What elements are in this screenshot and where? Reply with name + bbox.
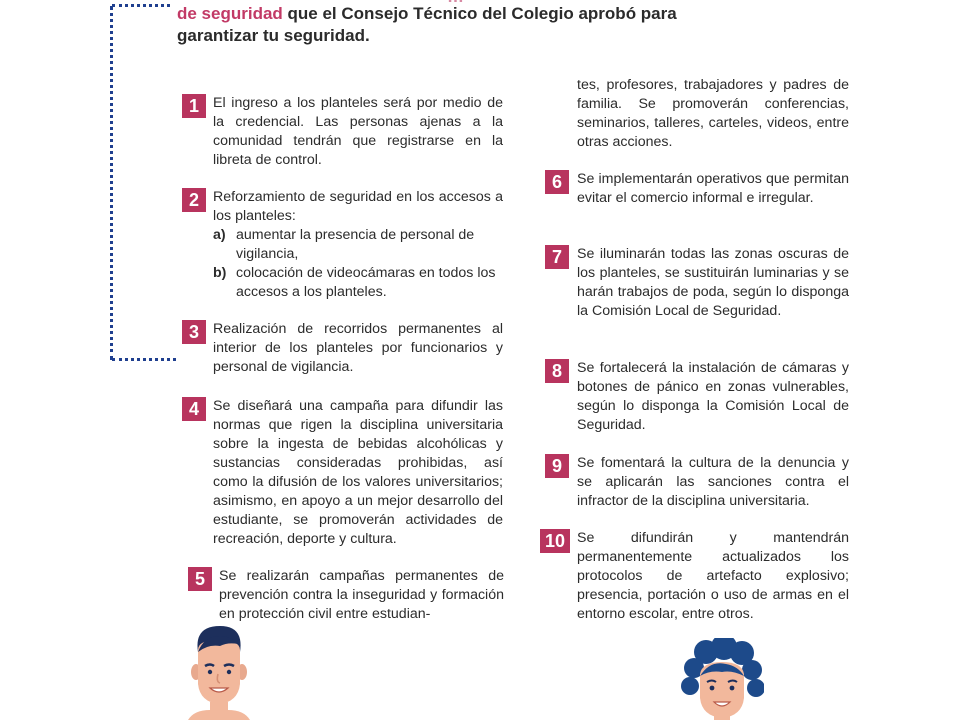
subitem-text: colocación de videocámaras en todos los accesos a los planteles.: [236, 265, 496, 300]
item-text-block: [213, 188, 503, 302]
item-number-badge: 6: [545, 170, 569, 194]
item-text: Se fomentará la cultura de la denuncia y se aplicarán las sanciones contra el infractor de la disciplina universitaria.: [577, 455, 849, 509]
header-line2: garantizar tu seguridad.: [177, 26, 370, 45]
item-number-badge: 5: [188, 567, 212, 591]
subitem-marker: b): [213, 265, 227, 281]
item-text: Realización de recorridos permanentes al interior de los planteles por funcionarios y personal de vigilancia.: [213, 321, 503, 375]
item-number-badge: 9: [545, 454, 569, 478]
item-text: El ingreso a los planteles será por medio de la credencial. Las personas ajenas a la comunidad tendrán que registrarse en la libreta de control.: [213, 95, 503, 168]
item-number-badge: 3: [182, 320, 206, 344]
item-number-badge: 10: [540, 529, 570, 553]
item-number-badge: 8: [545, 359, 569, 383]
item-text: Reforzamiento de seguridad en los accesos a los planteles:: [213, 189, 503, 224]
item-text: Se realizarán campañas permanentes de prevención contra la inseguridad y formación en protección civil entre estudian-: [219, 568, 504, 622]
subitem-a: [213, 226, 503, 264]
page-intro-heading: [177, 3, 817, 47]
header-line1: que el Consejo Técnico del Colegio aprobó para: [282, 4, 677, 23]
item-number-badge: 1: [182, 94, 206, 118]
item-text: Se iluminarán todas las zonas oscuras de los planteles, se sustituirán luminarias y se harán trabajos de poda, según lo disponga la Comisión Local de Seguridad.: [577, 246, 849, 319]
male-student-avatar: [180, 622, 256, 720]
item-text: Se difundirán y mantendrán permanentemente actualizados los protocolos de artefacto explosivo; presencia, portación o uso de armas en el entorno escolar, entre otros.: [577, 530, 849, 622]
subitem-text: aumentar la presencia de personal de vigilancia,: [236, 227, 475, 262]
header-highlight: de seguridad: [177, 4, 283, 23]
item-text: Se implementarán operativos que permitan evitar el comercio informal e irregular.: [577, 171, 849, 206]
decorative-dotted-line-top: [112, 4, 170, 7]
item-5-continuation: tes, profesores, trabajadores y padres de familia. Se promoverán conferencias, seminarios, talleres, carteles, videos, entre otras acciones.: [577, 77, 849, 150]
subitem-b: [213, 264, 503, 302]
item-text: Se fortalecerá la instalación de cámaras y botones de pánico en zonas vulnerables, según lo disponga la Comisión Local de Seguridad.: [577, 360, 849, 433]
female-student-avatar: [680, 638, 764, 720]
header-faded-line: [447, 0, 464, 8]
decorative-dotted-line-left: [110, 6, 113, 360]
item-number-badge: 4: [182, 397, 206, 421]
item-text: Se diseñará una campaña para difundir las normas que rigen la disciplina universitaria sobre la ingesta de bebidas alcohólicas y sustancias consideradas prohibidas, así como la difusión de los valores universitarios; asimismo, en apoyo a un mejor desarrollo del estudiante, se promoverán actividades de recreación, deporte y cultura.: [213, 398, 503, 547]
item-number-badge: 2: [182, 188, 206, 212]
decorative-dotted-line-bottom: [112, 358, 176, 361]
item-number-badge: 7: [545, 245, 569, 269]
subitem-marker: a): [213, 227, 226, 243]
